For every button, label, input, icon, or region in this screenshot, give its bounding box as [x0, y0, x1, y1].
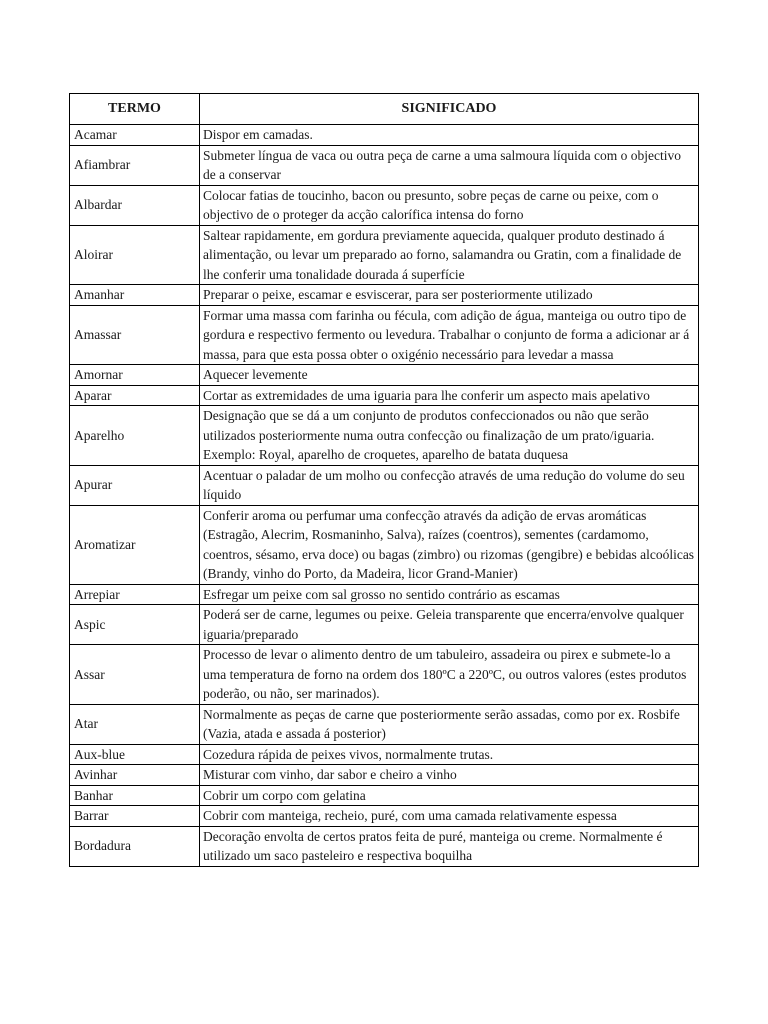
term-cell: Amanhar	[70, 285, 200, 306]
term-cell: Aparar	[70, 385, 200, 406]
term-cell: Aromatizar	[70, 505, 200, 584]
table-row	[70, 605, 699, 645]
table-row	[70, 645, 699, 705]
meaning-cell: Cobrir com manteiga, recheio, puré, com uma camada relativamente espessa	[200, 806, 699, 827]
table-body	[70, 125, 699, 867]
term-cell: Bordadura	[70, 826, 200, 866]
term-cell: Avinhar	[70, 765, 200, 786]
term-cell: Aspic	[70, 605, 200, 645]
meaning-cell: Submeter língua de vaca ou outra peça de carne a uma salmoura líquida com o objectivo de a conservar	[200, 145, 699, 185]
table-row	[70, 185, 699, 225]
meaning-cell: Designação que se dá a um conjunto de produtos confeccionados ou não que serão utilizados posteriormente numa outra confecção ou finalização de um prato/iguaria. Exemplo: Royal, aparelho de croquetes, aparelho de batata duquesa	[200, 406, 699, 466]
meaning-cell: Preparar o peixe, escamar e esviscerar, para ser posteriormente utilizado	[200, 285, 699, 306]
meaning-cell: Processo de levar o alimento dentro de um tabuleiro, assadeira ou pirex e submete-lo a uma temperatura de forno na ordem dos 180ºC a 220ºC, ou outros valores (estes produtos poderão, ou não, ser marinados).	[200, 645, 699, 705]
term-cell: Afiambrar	[70, 145, 200, 185]
table-row	[70, 826, 699, 866]
table-row	[70, 125, 699, 146]
table-row	[70, 465, 699, 505]
meaning-cell: Aquecer levemente	[200, 365, 699, 386]
term-cell: Banhar	[70, 785, 200, 806]
table-row	[70, 584, 699, 605]
meaning-cell: Colocar fatias de toucinho, bacon ou presunto, sobre peças de carne ou peixe, com o objectivo de o proteger da acção calorífica intensa do forno	[200, 185, 699, 225]
table-header	[70, 94, 699, 125]
term-cell: Barrar	[70, 806, 200, 827]
term-cell: Assar	[70, 645, 200, 705]
table-row	[70, 145, 699, 185]
term-cell: Aparelho	[70, 406, 200, 466]
term-cell: Arrepiar	[70, 584, 200, 605]
meaning-cell: Conferir aroma ou perfumar uma confecção através da adição de ervas aromáticas (Estragão, Alecrim, Rosmaninho, Salva), raízes (coentros), sementes (cardamomo, coentros, sésamo, erva doce) ou bagas (zimbro) ou rizomas (gengibre) e bebidas alcoólicas (Brandy, vinho do Porto, da Madeira, licor Grand-Manier)	[200, 505, 699, 584]
term-cell: Aloirar	[70, 225, 200, 285]
meaning-cell: Acentuar o paladar de um molho ou confecção através de uma redução do volume do seu líquido	[200, 465, 699, 505]
table-row	[70, 406, 699, 466]
meaning-cell: Normalmente as peças de carne que posteriormente serão assadas, como por ex. Rosbife (Vazia, atada e assada á posterior)	[200, 704, 699, 744]
meaning-cell: Cozedura rápida de peixes vivos, normalmente trutas.	[200, 744, 699, 765]
meaning-cell: Decoração envolta de certos pratos feita de puré, manteiga ou creme. Normalmente é utilizado um saco pasteleiro e respectiva boquilha	[200, 826, 699, 866]
table-row	[70, 744, 699, 765]
term-cell: Aux-blue	[70, 744, 200, 765]
meaning-cell: Cortar as extremidades de uma iguaria para lhe conferir um aspecto mais apelativo	[200, 385, 699, 406]
meaning-cell: Misturar com vinho, dar sabor e cheiro a vinho	[200, 765, 699, 786]
meaning-cell: Formar uma massa com farinha ou fécula, com adição de água, manteiga ou outro tipo de gordura e respectivo fermento ou levedura. Trabalhar o conjunto de forma a adicionar ar á massa, para que esta possa obter o oxigénio necessário para levedar a massa	[200, 305, 699, 365]
meaning-cell: Cobrir um corpo com gelatina	[200, 785, 699, 806]
glossary-table	[69, 93, 699, 867]
header-term: TERMO	[70, 94, 200, 125]
table-row	[70, 305, 699, 365]
term-cell: Apurar	[70, 465, 200, 505]
term-cell: Albardar	[70, 185, 200, 225]
table-row	[70, 225, 699, 285]
term-cell: Amornar	[70, 365, 200, 386]
meaning-cell: Poderá ser de carne, legumes ou peixe. Geleia transparente que encerra/envolve qualquer iguaria/preparado	[200, 605, 699, 645]
table-row	[70, 505, 699, 584]
meaning-cell: Esfregar um peixe com sal grosso no sentido contrário as escamas	[200, 584, 699, 605]
table-row	[70, 365, 699, 386]
term-cell: Atar	[70, 704, 200, 744]
table-row	[70, 704, 699, 744]
term-cell: Amassar	[70, 305, 200, 365]
table-row	[70, 285, 699, 306]
table-row	[70, 765, 699, 786]
table-row	[70, 785, 699, 806]
header-meaning: SIGNIFICADO	[200, 94, 699, 125]
meaning-cell: Dispor em camadas.	[200, 125, 699, 146]
table-row	[70, 806, 699, 827]
term-cell: Acamar	[70, 125, 200, 146]
table-row	[70, 385, 699, 406]
header-row	[70, 94, 699, 125]
meaning-cell: Saltear rapidamente, em gordura previamente aquecida, qualquer produto destinado á alimentação, ou levar um preparado ao forno, salamandra ou Gratin, com a finalidade de lhe conferir uma tonalidade dourada á superfície	[200, 225, 699, 285]
